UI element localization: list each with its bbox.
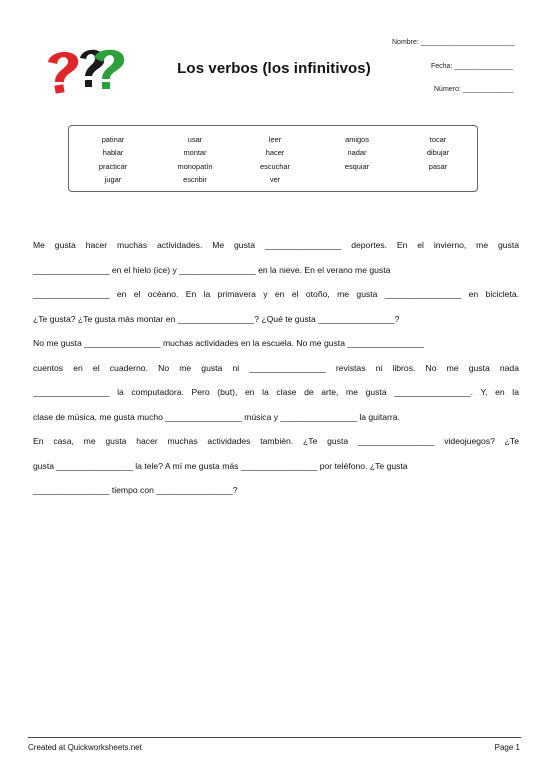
passage-line: gusta ________________ la tele? A mí me gusta más ________________ por teléfono. ¿Te gusta: [33, 460, 408, 471]
word-bank-item: dibujar: [426, 148, 450, 158]
passage-line: ¿Te gusta? ¿Te gusta más montar en ________________? ¿Qué te gusta ________________?: [33, 313, 400, 324]
word-bank-item: patinar: [101, 135, 125, 144]
passage-line: ________________ tiempo con ________________?: [33, 485, 238, 495]
word-bank-item: hacer: [265, 148, 285, 158]
word-bank-item: usar: [187, 135, 203, 144]
word-bank-item: escuchar: [260, 161, 290, 171]
date-field-label: Fecha: _______________: [431, 63, 513, 70]
word-bank-item: amigos: [345, 135, 369, 144]
word-bank-item: nadar: [347, 148, 367, 158]
word-bank-item: escribir: [183, 174, 207, 184]
passage-line: clase de música, me gusta mucho ________________ música y ________________ la guitarra.: [33, 411, 400, 422]
word-bank-item: montar: [183, 148, 207, 158]
word-bank-item: esquiar: [344, 161, 370, 171]
word-bank-item: hablar: [102, 148, 124, 158]
word-bank-item: practicar: [98, 161, 128, 171]
footer-divider: [28, 737, 521, 738]
passage-line: ________________ en el océano. En la primavera y en el otoño, me gusta ________________ en bicicleta.: [33, 289, 519, 299]
passage-line: ________________ la computadora. Pero (but), en la clase de arte, me gusta ________________. Y, en la: [33, 387, 519, 397]
word-bank-item: monopatín: [177, 161, 213, 171]
footer-page-number: Page 1: [494, 743, 520, 752]
page-title: Los verbos (los infinitivos): [177, 60, 371, 77]
word-bank-item: leer: [268, 135, 282, 144]
passage: [33, 240, 519, 510]
passage-line: ________________ en el hielo (ice) y ________________ en la nieve. En el verano me gusta: [33, 264, 391, 275]
passage-line: Me gusta hacer muchas actividades. Me gusta ________________ deportes. En el invierno, me gusta: [33, 240, 519, 250]
footer-credit: Created at Quickworksheets.net: [28, 743, 142, 752]
word-bank-item: ver: [269, 174, 281, 184]
passage-line: No me gusta ________________ muchas actividades en la escuela. No me gusta ________________: [33, 338, 424, 348]
word-bank-item: jugar: [104, 174, 122, 184]
number-field-label: Número: _____________: [434, 86, 514, 93]
passage-line: cuentos en el cuaderno. No me gusta ni ________________ revistas ni libros. No me gusta nada: [33, 362, 519, 373]
word-bank-item: tocar: [429, 135, 447, 144]
word-bank-box: [68, 125, 478, 192]
passage-line: En casa, me gusta hacer muchas actividades también. ¿Te gusta ________________ videojuegos? ¿Te: [33, 436, 519, 446]
name-field-label: Nombre: ________________________: [392, 39, 515, 46]
word-bank-item: pasar: [428, 161, 448, 171]
